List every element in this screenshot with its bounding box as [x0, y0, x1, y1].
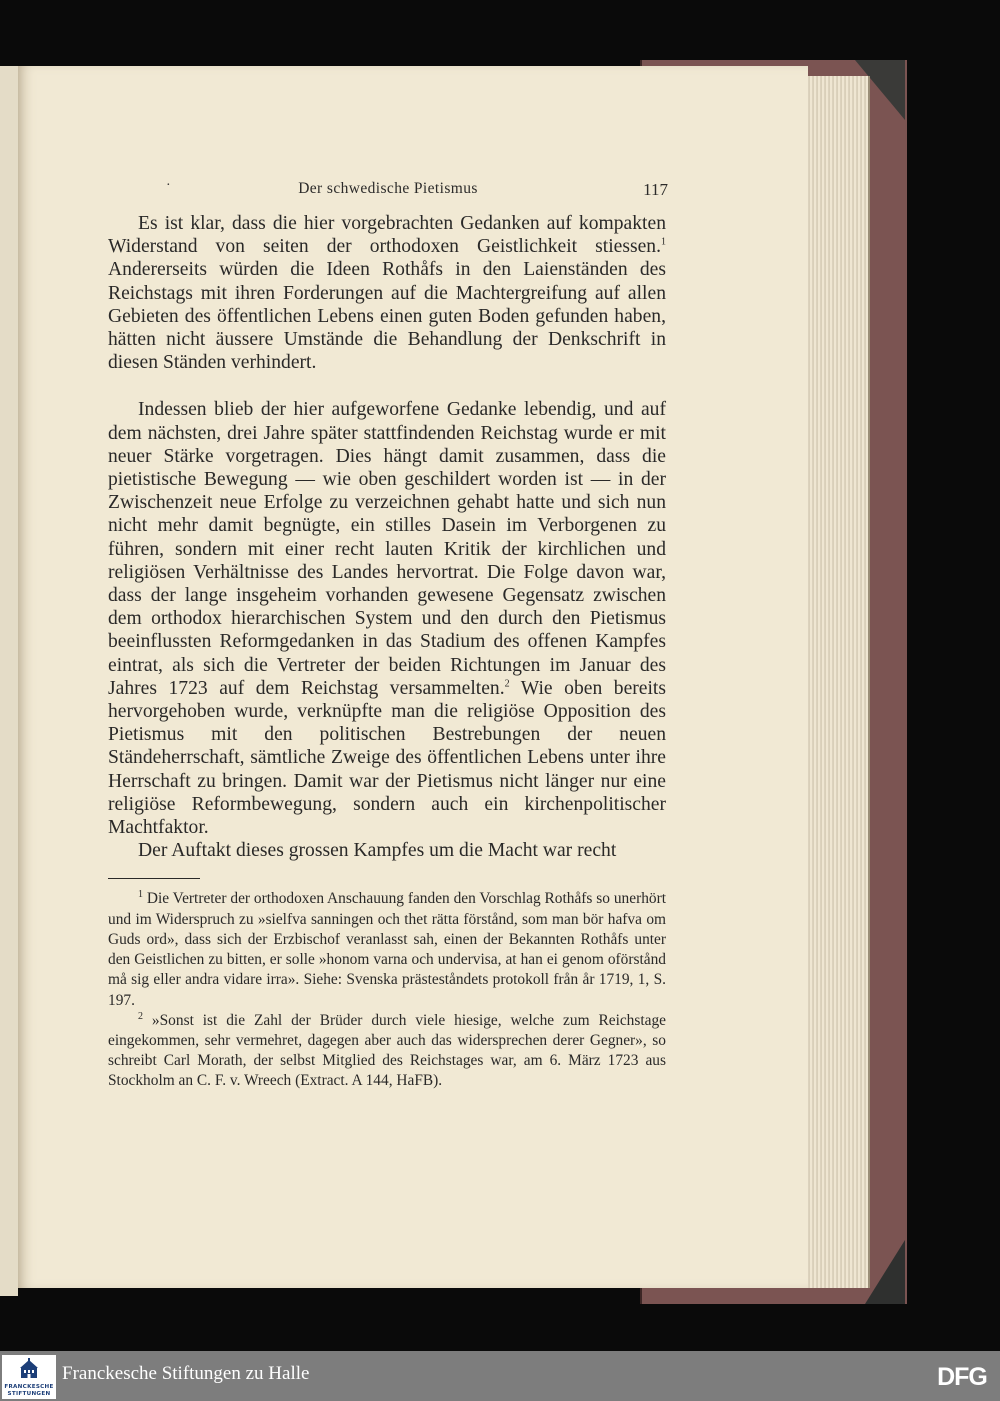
running-head: Der schwedische Pietismus: [298, 180, 478, 197]
footnote: [108, 1011, 666, 1092]
paragraph-text: Andererseits würden die Ideen Rothåfs in den Laienständen des Reichstags mit ihren Forderungen auf die Machtergreifung auf allen Gebieten des öffentlichen Lebens einen guten Boden gefunden haben, hätten nicht äussere Umstände die Behandlung der Denkschrift in diesen Ständen verhindert.: [108, 259, 666, 374]
page-number: 117: [643, 180, 668, 199]
running-header: [108, 180, 668, 202]
page-body: [108, 212, 666, 1092]
paragraph-text: Der Auftakt dieses grossen Kampfes um die Macht war recht: [138, 840, 617, 862]
footnote-ref: 1: [661, 236, 666, 248]
paragraph: [108, 212, 666, 374]
footnote: [108, 889, 666, 1010]
dfg-logo-text: DFG: [937, 1363, 987, 1390]
dfg-logo: [930, 1362, 994, 1390]
footnote-text: »Sonst ist die Zahl der Brüder durch viele hiesige, welche zum Reichstage eingekommen, sehr vermehret, dagegen aber auch das widersprechen derer Gegner», so schreibt Carl Morath, der selbst Mitglied des Reichstages war, am 6. März 1723 aus Stockholm an C. F. v. Wreech (Extract. A 144, HaFB).: [108, 1011, 666, 1090]
paragraph-text: Indessen blieb der hier aufgeworfene Gedanke lebendig, und auf dem nächsten, drei Jahre später stattfindenden Reichstag wurde er mit neuer Stärke vorgetragen. Dies hängt damit zusammen, dass die pietistische Bewegung — wie oben geschildert worden ist — in der Zwischenzeit neue Erfolge zu verzeichnen gehabt hatte und sich nun nicht mehr damit begnügte, ein stilles Dasein im Verborgenen zu führen, sondern mit einer recht lauten Kritik der kirchlichen und religiösen Verhältnisse des Landes hervortrat. Die Folge davon war, dass der lange insgeheim vorhanden gewesene Gegensatz zwischen dem orthodox hierarchischen System und den durch den Pietismus beeinflussten Reformgedanken in das Stadium des offenen Kampfes eintrat, als sich die Vertreter der beiden Richtungen im Januar des Jahres 1723 auf dem Reichstag versammelten.: [108, 399, 666, 699]
footnote-rule: [108, 878, 200, 879]
building-icon: [20, 1358, 38, 1380]
paragraph: [108, 398, 666, 839]
paragraph-text: Wie oben bereits hervorgehoben wurde, verknüpfte man die religiöse Opposition des Pietismus mit den politischen Bestrebungen der neuen Ständeherrschaft, sämtliche Zweige des öffentlichen Lebens unter ihre Herrschaft zu bringen. Damit war der Pietismus nicht länger nur eine religiöse Reformbewegung, sondern auch ein kirchenpolitischer Machtfaktor.: [108, 677, 666, 839]
logo-text: FRANCKESCHE: [4, 1384, 54, 1390]
footnote-text: Die Vertreter der orthodoxen Anschauung fanden den Vorschlag Rothåfs so unerhört und im Widerspruch zu »sielfva sanningen och thet rätta förstånd, som man bör hafva om Guds ord», dass sich der Erzbischof veranlasst sah, einen der Bekannten Rothåfs unter den Geistlichen zu bitten, er solle »honom varna och undervisa, at han ei genom oförstånd må sig eller andra vidare irra». Siehe: Svenska prästeståndets protokoll från år 1719, 1, S. 197.: [108, 890, 666, 1009]
footnote-mark: 2: [138, 1010, 143, 1022]
speck-mark: ·: [166, 178, 171, 193]
facing-page-edge: [0, 66, 18, 1296]
franckesche-stiftungen-logo[interactable]: [2, 1355, 56, 1399]
footnote-ref: 2: [504, 678, 510, 690]
logo-text: STIFTUNGEN: [7, 1391, 51, 1397]
footnote-mark: 1: [138, 889, 143, 901]
paragraph-text: Es ist klar, dass die hier vorgebrachten Gedanken auf kompakten Widerstand von seiten der orthodoxen Geistlichkeit stiessen.: [108, 213, 666, 258]
viewer-footer-bar: [0, 1351, 1000, 1401]
paragraph: [108, 839, 666, 862]
institution-name: Franckesche Stiftungen zu Halle: [62, 1363, 310, 1384]
page-edges: [806, 76, 870, 1288]
